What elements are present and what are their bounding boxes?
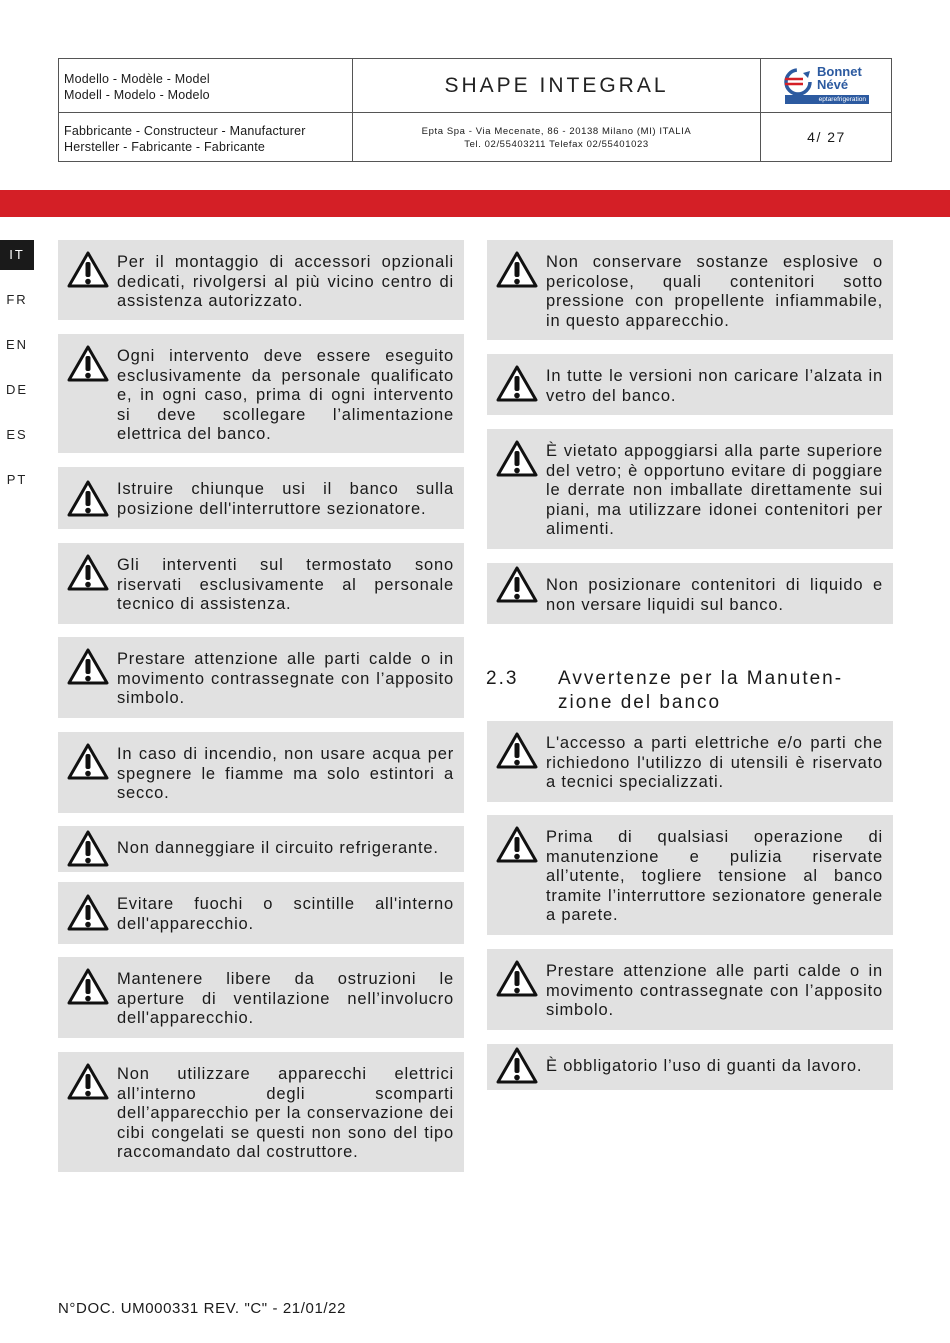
header-row-model bbox=[59, 59, 891, 113]
warning-box bbox=[58, 826, 464, 872]
warning-triangle-icon bbox=[66, 344, 110, 384]
warning-box bbox=[58, 334, 464, 453]
warning-text: L'accesso a parti elettriche e/o parti che richiedono l'utilizzo di utensili è riservato a tecnici specializzati. bbox=[546, 734, 883, 792]
warning-box bbox=[487, 429, 893, 549]
document-number: N°DOC. UM000331 REV. "C" - 21/01/22 bbox=[58, 1300, 347, 1317]
logo-cell bbox=[761, 59, 892, 112]
warning-text: Ogni intervento deve essere eseguito esclusivamente da personale qualificato e, in ogni caso, prima di ogni intervento si deve scollegare l’alimentazione elettrica del banco. bbox=[117, 347, 454, 444]
warning-text: In tutte le versioni non caricare l’alzata in vetro del banco. bbox=[546, 367, 883, 405]
warning-text: Mantenere libere da ostruzioni le aperture di ventilazione nell’involucro dell'apparecchio. bbox=[117, 970, 454, 1028]
warning-box bbox=[58, 467, 464, 529]
warning-text: Prima di qualsiasi operazione di manutenzione e pulizia riservate all’utente, togliere tensione al banco tramite l’interruttore sezionatore generale a parete. bbox=[546, 828, 883, 925]
section-title bbox=[558, 667, 888, 715]
section-title-line1: Avvertenze per la Manuten- bbox=[558, 668, 844, 689]
company-info bbox=[353, 113, 761, 162]
manufacturer-label-line2: Hersteller - Fabricante - Fabricante bbox=[64, 140, 266, 154]
model-label-line1: Modello - Modèle - Model bbox=[64, 72, 210, 86]
warning-triangle-icon bbox=[495, 825, 539, 865]
brand-sub: eptarefrigeration bbox=[785, 95, 869, 104]
warning-text: Istruire chiunque usi il banco sulla posizione dell'interruttore sezionatore. bbox=[117, 480, 454, 518]
document-header bbox=[58, 58, 892, 162]
warning-box bbox=[487, 354, 893, 415]
warning-box bbox=[487, 949, 893, 1030]
warning-triangle-icon bbox=[66, 1062, 110, 1102]
manufacturer-label-line1: Fabbricante - Constructeur - Manufacturer bbox=[64, 124, 306, 138]
warning-text: Per il montaggio di accessori opzionali dedicati, rivolgersi al più vicino centro di assistenza autorizzato. bbox=[117, 253, 454, 311]
manufacturer-label bbox=[59, 113, 353, 162]
warning-triangle-icon bbox=[66, 829, 110, 869]
warning-triangle-icon bbox=[66, 967, 110, 1007]
warning-text: Non posizionare contenitori di liquido e non versare liquidi sul banco. bbox=[546, 576, 883, 614]
warning-triangle-icon bbox=[495, 364, 539, 404]
warning-box bbox=[58, 957, 464, 1038]
warning-box bbox=[58, 637, 464, 718]
warning-text: È vietato appoggiarsi alla parte superiore del vetro; è opportuno evitare di poggiare le derrate non imballate direttamente sui piani, ma utilizzare idonei contenitori per alimenti. bbox=[546, 442, 883, 539]
section-title-line2: zione del banco bbox=[558, 692, 722, 713]
warning-box bbox=[487, 240, 893, 340]
page-number: 4/ 27 bbox=[807, 129, 846, 145]
warning-text: In caso di incendio, non usare acqua per spegnere le fiamme ma solo estintori a secco. bbox=[117, 745, 454, 803]
warning-text: Prestare attenzione alle parti calde o in movimento contrassegnate con l’apposito simbolo. bbox=[117, 650, 454, 708]
warning-box bbox=[58, 1052, 464, 1172]
warning-triangle-icon bbox=[66, 553, 110, 593]
warning-triangle-icon bbox=[66, 893, 110, 933]
warning-box bbox=[58, 240, 464, 320]
product-name: SHAPE INTEGRAL bbox=[444, 74, 669, 97]
language-tab-es[interactable]: ES bbox=[0, 420, 34, 450]
brand-name-line1: Bonnet bbox=[817, 64, 862, 79]
warning-triangle-icon bbox=[495, 565, 539, 605]
language-tab-de[interactable]: DE bbox=[0, 375, 34, 405]
warning-triangle-icon bbox=[66, 479, 110, 519]
warning-text: È obbligatorio l’uso di guanti da lavoro. bbox=[546, 1057, 863, 1075]
warning-text: Non utilizzare apparecchi elettrici all’interno degli scomparti dell’apparecchio per la conservazione dei cibi congelati se questi non sono del tipo raccomandato dal costruttore. bbox=[117, 1065, 454, 1162]
warning-text: Non conservare sostanze esplosive o pericolose, quali contenitori sotto pressione con propellente infiammabile, in questo apparecchio. bbox=[546, 253, 883, 330]
warning-triangle-icon bbox=[66, 742, 110, 782]
header-row-manufacturer bbox=[59, 113, 891, 162]
language-tab-en[interactable]: EN bbox=[0, 330, 34, 360]
warning-text: Gli interventi sul termostato sono riservati esclusivamente al personale tecnico di assistenza. bbox=[117, 556, 454, 614]
warning-triangle-icon bbox=[495, 1046, 539, 1086]
section-number: 2.3 bbox=[486, 668, 519, 689]
brand-name-line2: Névé bbox=[817, 77, 849, 92]
company-address: Epta Spa - Via Mecenate, 86 - 20138 Milano (MI) ITALIA bbox=[421, 126, 692, 137]
warning-box bbox=[487, 563, 893, 624]
warning-box bbox=[487, 1044, 893, 1090]
warning-text: Prestare attenzione alle parti calde o in movimento contrassegnate con l’apposito simbolo. bbox=[546, 962, 883, 1020]
warning-box bbox=[487, 815, 893, 935]
language-tabs bbox=[0, 240, 34, 510]
warning-triangle-icon bbox=[495, 731, 539, 771]
product-cell bbox=[353, 59, 761, 112]
warning-triangle-icon bbox=[66, 250, 110, 290]
language-tab-pt[interactable]: PT bbox=[0, 465, 34, 495]
page-number-cell bbox=[761, 113, 892, 162]
company-phone: Tel. 02/55403211 Telefax 02/55401023 bbox=[464, 139, 649, 150]
language-tab-it[interactable]: IT bbox=[0, 240, 34, 270]
warning-box bbox=[58, 732, 464, 813]
accent-band bbox=[0, 190, 950, 217]
warning-box bbox=[487, 721, 893, 802]
warning-box bbox=[58, 543, 464, 624]
warning-triangle-icon bbox=[495, 439, 539, 479]
model-label-line2: Modell - Modelo - Modelo bbox=[64, 88, 210, 102]
warning-text: Non danneggiare il circuito refrigerante. bbox=[117, 839, 439, 857]
language-tab-fr[interactable]: FR bbox=[0, 285, 34, 315]
warning-triangle-icon bbox=[495, 250, 539, 290]
warning-box bbox=[58, 882, 464, 944]
warning-triangle-icon bbox=[495, 959, 539, 999]
brand-logo-icon bbox=[783, 67, 813, 97]
brand-logo bbox=[783, 65, 873, 105]
warning-text: Evitare fuochi o scintille all'interno dell'apparecchio. bbox=[117, 895, 454, 933]
warning-triangle-icon bbox=[66, 647, 110, 687]
model-label bbox=[59, 59, 353, 112]
